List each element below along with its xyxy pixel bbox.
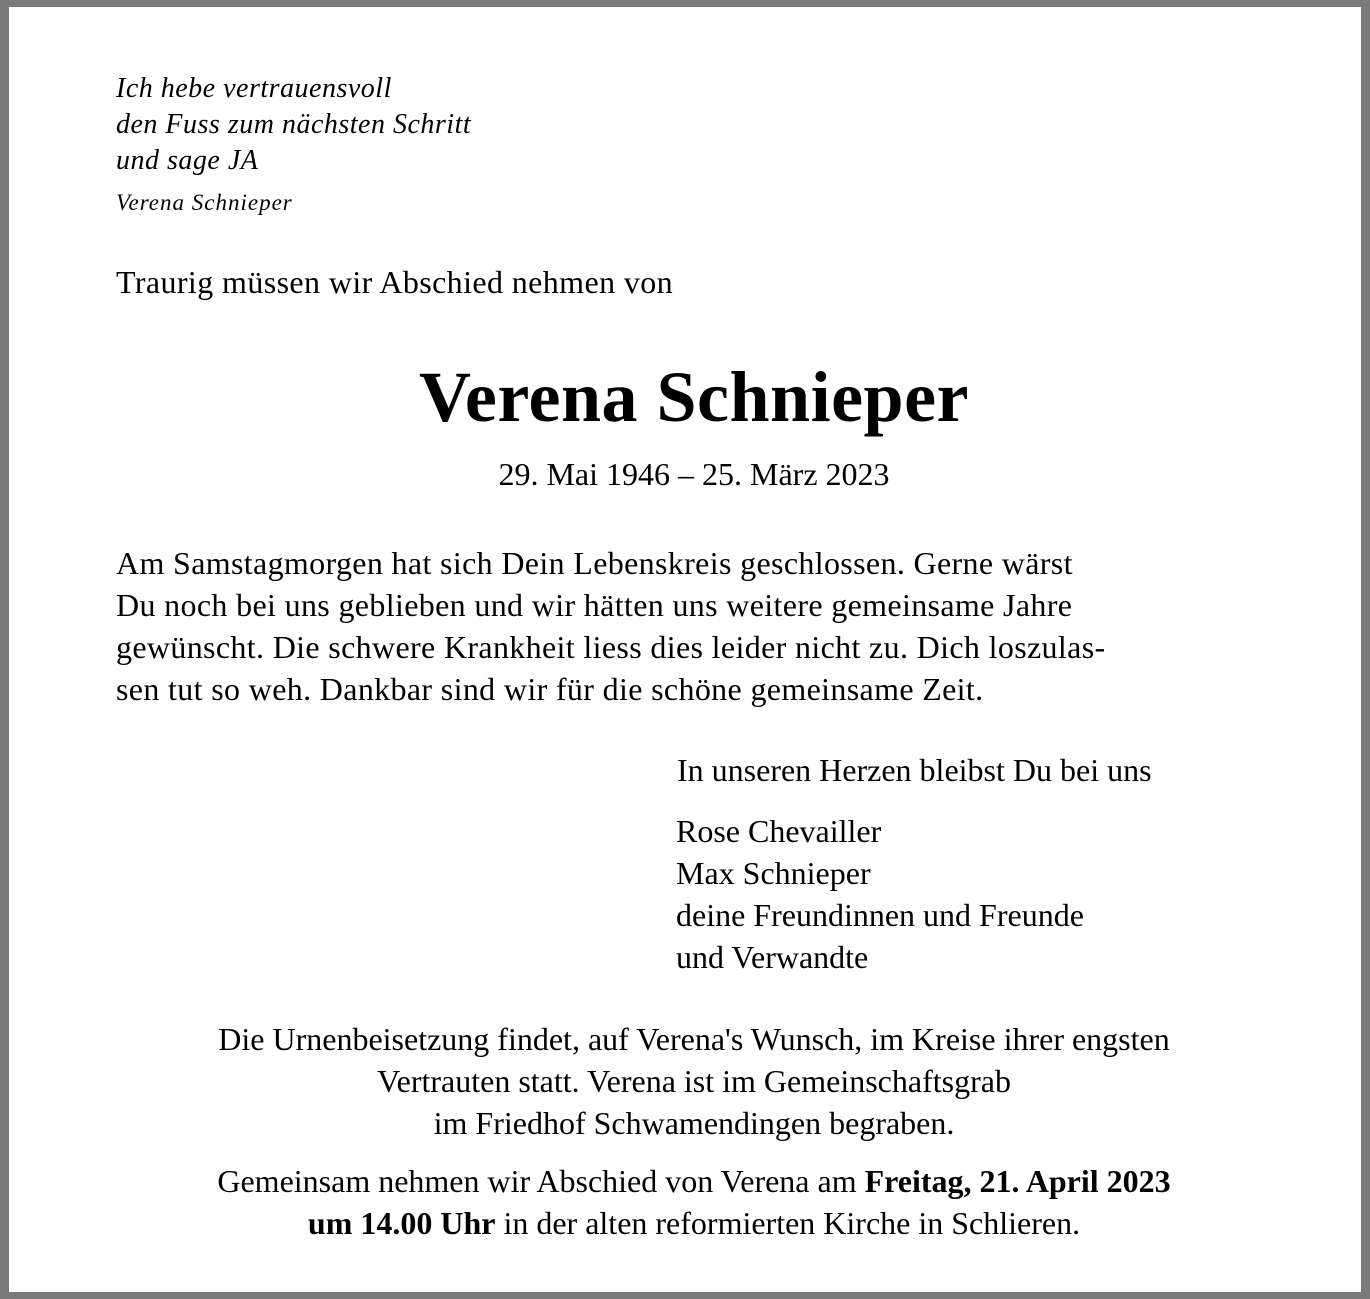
quote-author: Verena Schnieper: [116, 190, 293, 215]
memorial-service-info: [9, 1160, 1370, 1244]
service-date: Freitag, 21. April 2023: [864, 1163, 1171, 1199]
quote-line: den Fuss zum nächsten Schritt: [116, 109, 472, 140]
epigraph-quote: [116, 71, 471, 179]
service-text: Gemeinsam nehmen wir Abschied von Verena am: [217, 1163, 865, 1199]
service-line-2: [9, 1202, 1370, 1244]
message-line: gewünscht. Die schwere Krankheit liess dies leider nicht zu. Dich loszulas-: [116, 629, 1106, 665]
mourners-list: [676, 810, 1084, 978]
burial-line: Die Urnenbeisetzung findet, auf Verena's Wunsch, im Kreise ihrer engsten: [218, 1021, 1170, 1057]
message-line: Am Samstagmorgen hat sich Dein Lebenskreis geschlossen. Gerne wärst: [116, 545, 1073, 581]
mourner-name: deine Freundinnen und Freunde: [676, 897, 1084, 933]
mourner-name: Max Schnieper: [676, 855, 871, 891]
farewell-message: [116, 542, 1106, 710]
burial-line: Vertrauten statt. Verena ist im Gemeinschaftsgrab: [377, 1063, 1011, 1099]
message-line: Du noch bei uns geblieben und wir hätten uns weitere gemeinsame Jahre: [116, 587, 1073, 623]
service-location: in der alten reformierten Kirche in Schlieren.: [495, 1205, 1081, 1241]
service-line-1: [9, 1160, 1370, 1202]
deceased-name: Verena Schnieper: [418, 357, 969, 437]
quote-line: und sage JA: [116, 145, 259, 176]
quote-line: Ich hebe vertrauensvoll: [116, 73, 392, 104]
mourner-name: und Verwandte: [676, 939, 869, 975]
service-time: um 14.00 Uhr: [307, 1205, 496, 1241]
burial-info: [9, 1018, 1370, 1144]
mourner-name: Rose Chevailler: [676, 813, 882, 849]
message-line: sen tut so weh. Dankbar sind wir für die schöne gemeinsame Zeit.: [116, 671, 984, 707]
life-dates: 29. Mai 1946 – 25. März 2023: [498, 456, 890, 492]
intro-text: Traurig müssen wir Abschied nehmen von: [116, 264, 674, 300]
closing-phrase: In unseren Herzen bleibst Du bei uns: [677, 752, 1152, 788]
burial-line: im Friedhof Schwamendingen begraben.: [433, 1105, 955, 1141]
